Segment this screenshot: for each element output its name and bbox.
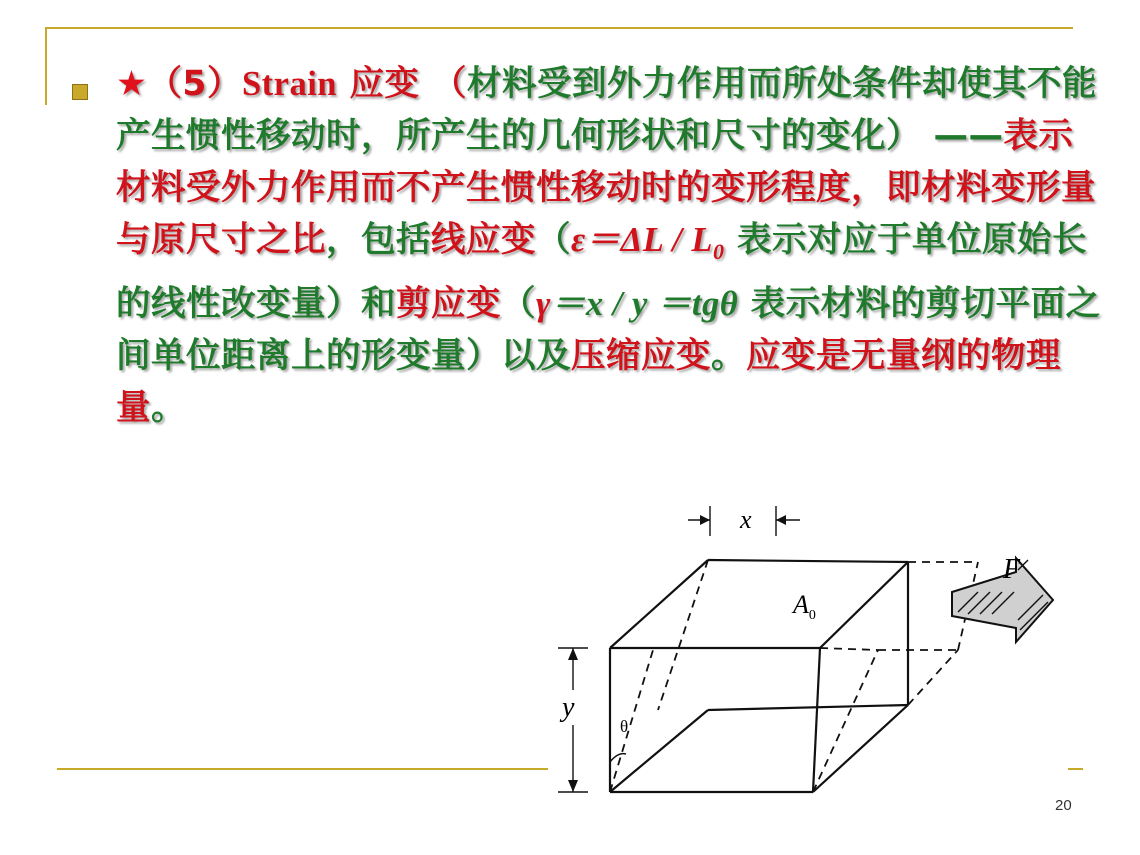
formula-epsilon-main: ε＝ΔL / L [571, 221, 713, 259]
item-number: （5） [147, 64, 242, 104]
paren-open: （ [432, 64, 467, 104]
shear-strain-diagram [548, 500, 1068, 800]
label-x: x [740, 505, 752, 534]
conclusion-text: 应变是无量纲的物理量 [116, 335, 1061, 428]
page-number: 20 [1055, 797, 1072, 814]
label-theta: θ [620, 717, 629, 736]
period-1: 。 [711, 335, 746, 376]
left-rule [45, 27, 47, 105]
formula-gamma: γ [536, 284, 551, 323]
shear-strain-term: 剪应变 [396, 283, 501, 324]
em-dash: —— [933, 116, 1004, 156]
formula-epsilon-sub: 0 [712, 238, 725, 264]
strain-definition-paragraph [116, 58, 1101, 434]
paren-2: （ [536, 220, 571, 260]
formula-shear-rest: ＝x / y ＝tgθ [550, 284, 739, 323]
formula-epsilon [571, 221, 725, 264]
include-text: ，包括 [326, 220, 431, 260]
label-area-main: A [793, 590, 809, 619]
label-y: y [562, 692, 575, 723]
bullet-square-icon [72, 84, 88, 100]
definition-part-1: 材料受到外力作用而所处条件却使其不能产生惯性移动时，所产生的几何形状和尺寸的变化） [116, 64, 1097, 156]
period-2: 。 [151, 387, 186, 428]
star-icon: ★ [116, 64, 148, 104]
linear-strain-description: 表示对应于单位原始长的线性改变量）和 [116, 220, 1087, 324]
top-rule [45, 27, 1073, 29]
label-area [791, 590, 816, 623]
label-area-sub: 0 [808, 608, 816, 623]
shear-strain-description: 表示材料的剪切平面之间单位距离上的形变量）以及 [116, 283, 1101, 376]
paren-3: （ [501, 283, 536, 324]
shear-block-figure [548, 500, 1068, 800]
definition-highlight: 表示材料受外力作用而不产生惯性移动时的变形程度，即材料变形量与原尺寸之比 [116, 116, 1096, 260]
bottom-rule-left [57, 768, 552, 770]
label-force: F [1003, 554, 1021, 585]
compressive-strain-term: 压缩应变 [571, 335, 711, 376]
term-chinese: 应变 [349, 64, 420, 104]
linear-strain-term: 线应变 [431, 220, 536, 260]
term-english: Strain [241, 65, 337, 103]
